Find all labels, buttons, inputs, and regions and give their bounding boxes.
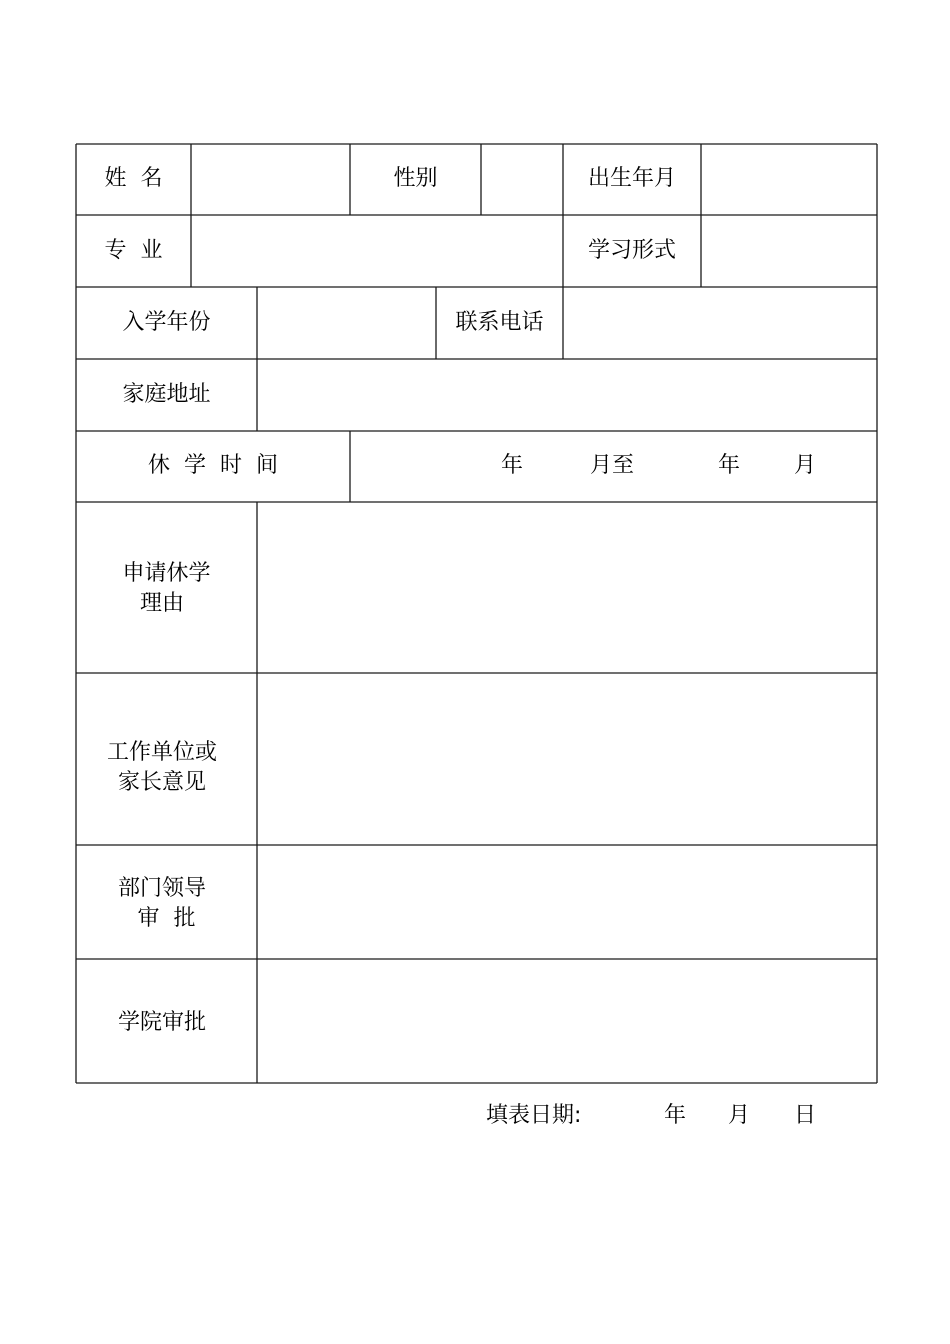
college-approval-field[interactable] bbox=[258, 960, 876, 1082]
enroll-year-label: 入学年份 bbox=[122, 310, 211, 335]
period-month-to: 月至 bbox=[590, 453, 635, 478]
reason-label-line2: 理由 bbox=[139, 591, 184, 616]
enroll-year-field[interactable] bbox=[258, 288, 435, 358]
dept-approval-field[interactable] bbox=[258, 846, 876, 958]
fill-date-day: 日 bbox=[794, 1103, 817, 1128]
dept-approval-label-line1: 部门领导 bbox=[117, 876, 206, 901]
reason-label-line1: 申请休学 bbox=[122, 561, 211, 586]
work-opinion-label-line1: 工作单位或 bbox=[106, 740, 217, 765]
gender-field[interactable] bbox=[482, 145, 562, 214]
dept-approval-label-line2: 审 批 bbox=[137, 906, 196, 931]
college-approval-label: 学院审批 bbox=[117, 1010, 206, 1035]
period-year-end: 年 bbox=[718, 453, 741, 478]
birth-label: 出生年月 bbox=[587, 166, 676, 191]
address-field[interactable] bbox=[258, 360, 876, 430]
phone-field[interactable] bbox=[564, 288, 876, 358]
address-label: 家庭地址 bbox=[122, 382, 211, 407]
major-field[interactable] bbox=[192, 216, 562, 286]
fill-date-label: 填表日期: bbox=[486, 1103, 582, 1128]
fill-date-month: 月 bbox=[728, 1103, 751, 1128]
work-opinion-field[interactable] bbox=[258, 674, 876, 844]
study-mode-label: 学习形式 bbox=[587, 238, 676, 263]
work-opinion-label-line2: 家长意见 bbox=[117, 770, 206, 795]
major-label: 专 业 bbox=[104, 238, 163, 263]
reason-field[interactable] bbox=[258, 503, 876, 672]
phone-label: 联系电话 bbox=[455, 310, 544, 335]
name-field[interactable] bbox=[192, 145, 349, 214]
fill-date-year: 年 bbox=[664, 1103, 687, 1128]
period-month-end: 月 bbox=[794, 453, 817, 478]
gender-label: 性别 bbox=[393, 166, 438, 191]
name-label: 姓 名 bbox=[104, 166, 163, 191]
birth-field[interactable] bbox=[702, 145, 876, 214]
suspension-period-label: 休 学 时 间 bbox=[148, 453, 278, 478]
study-mode-field[interactable] bbox=[702, 216, 876, 286]
period-year-start: 年 bbox=[501, 453, 524, 478]
